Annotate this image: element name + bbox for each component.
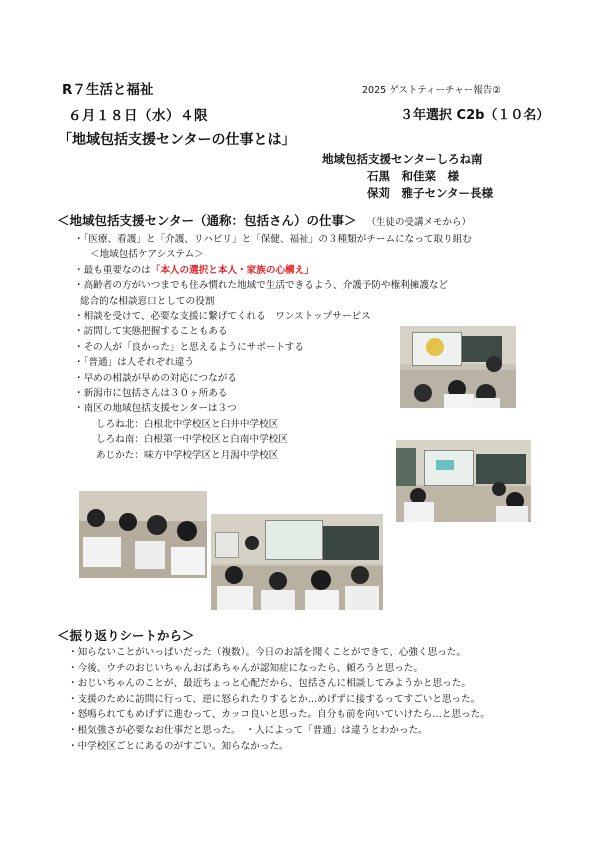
list-item: しろね北：白根北中学校区と臼井中学校区: [96, 418, 279, 430]
report-label: 2025 ゲストティーチャー報告②: [362, 85, 501, 96]
list-item: ・高齢者の方がいつまでも住み慣れた地域で生活できるよう、介護予防や権利擁護など: [74, 280, 449, 292]
list-item: ・相談を受けて、必要な支援に繋げてくれる ワンストップサービス: [74, 311, 371, 323]
list-item: ・知らないことがいっぱいだった（複数）。今日のお話を聞くことができて、心強く思った。: [68, 647, 466, 658]
list-item: あじかた：味方中学校学区と月潟中学校区: [96, 449, 279, 461]
page-title: 「地域包括支援センターの仕事とは」: [58, 132, 296, 148]
reflection-section-title: ＜振り返りシートから＞: [57, 628, 195, 643]
list-item: しろね南：白根第一中学校区と白南中学校区: [96, 434, 288, 446]
list-item: [74, 263, 472, 278]
classroom-photo: [396, 440, 531, 522]
speaker-name-2: 保苅 雅子センター長様: [367, 186, 494, 200]
list-item: ・根気強さが必要なお仕事だと思った。 ・人によって「普通」は違うとわかった。: [68, 724, 428, 736]
list-item: ・「医療、看護」と「介護、リハビリ」と「保健、福祉」の３種類がチームになって取り組む: [74, 234, 472, 245]
list-item: 総合的な相談窓口としての役割: [80, 295, 215, 307]
lesson-date: ６月１８日（水）４限: [68, 108, 208, 124]
list-item: ・怒鳴られてもめげずに進むって、カッコ良いと思った。自分も前を向いていけたら…と思った。: [68, 709, 490, 721]
classroom-photo: [211, 514, 383, 610]
list-item: ・その人が「良かった」と思えるようにサポートする: [74, 341, 304, 353]
reflection-list: [68, 645, 490, 754]
subject-title: R７生活と福祉: [62, 82, 154, 98]
list-item: ・早めの相談が早めの対応につながる: [74, 372, 237, 384]
list-item: ・おじいちゃんのことが、最近ちょっと心配だから、包括さんに相談してみようかと思った。: [68, 678, 471, 690]
lecture-note: （生徒の受講メモから）: [366, 217, 472, 228]
list-item: ＜地域包括ケアシステム＞: [90, 249, 204, 261]
list-item: ・南区の地域包括支援センターは３つ: [74, 403, 237, 415]
organization-name: 地域包括支援センターしろね南: [322, 152, 483, 166]
classroom-photo: [400, 326, 516, 408]
list-item: ・支援のために訪問に行って、逆に怒られたりするとか…めげずに接するってすごいと思った。: [68, 693, 481, 705]
list-item: ・「普通」は人それぞれ違う: [74, 357, 194, 369]
lecture-title-text: ＜地域包括支援センター（通称：包括さん）の仕事＞: [57, 213, 357, 228]
speaker-name-1: 石黒 和佳菜 様: [367, 169, 459, 183]
classroom-photo: [79, 491, 207, 578]
lecture-section-title: [57, 211, 471, 229]
list-item: ・訪問して実態把握することもある: [74, 326, 228, 338]
list-item: ・中学校区ごとにあるのがすごい。知らなかった。: [68, 740, 289, 752]
list-item-text: ・最も重要なのは: [74, 264, 151, 276]
list-item: ・今後、ウチのおじいちゃんおばあちゃんが認知症になったら、頼ろうと思った。: [68, 662, 423, 674]
highlight-text: 「本人の選択と本人・家族の心構え」: [150, 264, 314, 276]
list-item: ・新潟市に包括さんは３０ヶ所ある: [74, 388, 228, 400]
class-info: ３年選択 C2b（１０名）: [400, 108, 550, 123]
